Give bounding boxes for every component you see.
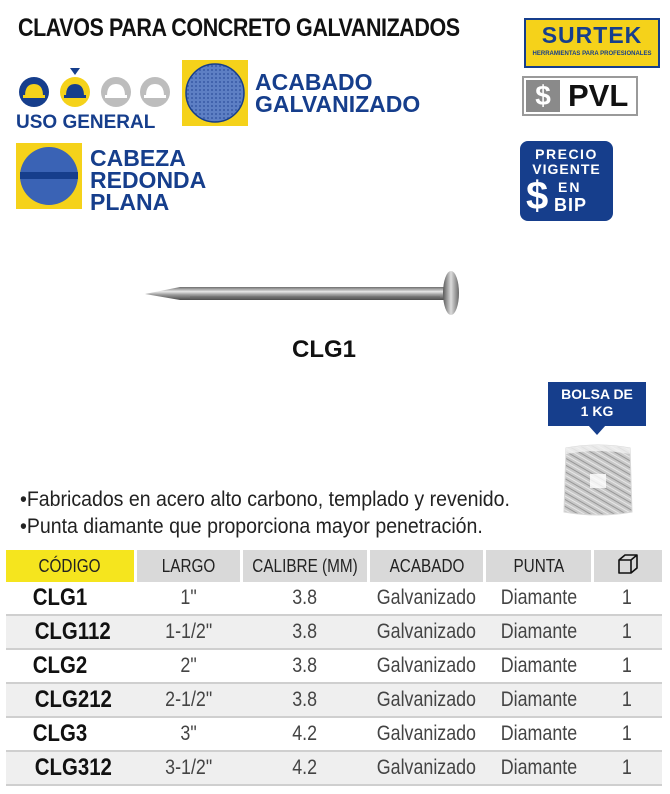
hard-hat-icon xyxy=(140,77,170,107)
cell-length: 2" xyxy=(135,649,241,683)
head-label-line1: CABEZA xyxy=(90,145,186,171)
cell-length: 1" xyxy=(135,582,241,615)
cell-gauge: 4.2 xyxy=(241,717,368,751)
package-badge-line2: 1 KG xyxy=(580,403,614,419)
bip-badge-line2: VIGENTE xyxy=(532,161,601,177)
cell-tip: Diamante xyxy=(485,582,592,615)
column-header-code: CÓDIGO xyxy=(6,550,135,582)
table-row xyxy=(6,582,662,615)
finish-label-line1: ACABADO xyxy=(255,69,373,95)
cell-package: 1 xyxy=(592,717,662,751)
round-flat-head-icon xyxy=(16,143,82,209)
product-code-caption: CLG1 xyxy=(292,336,357,363)
cell-finish: Galvanizado xyxy=(368,615,485,649)
bip-badge-bip: BIP xyxy=(554,195,588,215)
cell-length: 2-1/2" xyxy=(135,683,241,717)
cell-gauge: 3.8 xyxy=(241,582,368,615)
brand-tagline: HERRAMIENTAS PARA PROFESIONALES xyxy=(532,51,652,57)
cell-finish: Galvanizado xyxy=(368,683,485,717)
brand-logo xyxy=(524,18,660,68)
head-label xyxy=(90,147,206,213)
bip-dollar-icon: $ xyxy=(526,174,549,218)
column-header-length: LARGO xyxy=(135,550,241,582)
cell-gauge: 3.8 xyxy=(241,615,368,649)
cell-finish: Galvanizado xyxy=(368,751,485,785)
nail-bag-image xyxy=(560,440,636,520)
cell-code: CLG3 xyxy=(6,717,135,751)
cell-package: 1 xyxy=(592,582,662,615)
cell-code: CLG312 xyxy=(6,751,135,785)
cell-gauge: 3.8 xyxy=(241,649,368,683)
package-arrow-icon xyxy=(588,425,606,435)
usage-label: USO GENERAL xyxy=(16,112,156,133)
column-header-package xyxy=(592,550,662,582)
hard-hat-icon xyxy=(60,77,90,107)
table-row xyxy=(6,717,662,751)
feature-list xyxy=(20,486,510,540)
cell-code: CLG112 xyxy=(6,615,135,649)
table-row xyxy=(6,683,662,717)
cell-package: 1 xyxy=(592,649,662,683)
cell-package: 1 xyxy=(592,615,662,649)
price-badge xyxy=(522,76,638,116)
box-icon xyxy=(617,553,639,575)
cell-code: CLG1 xyxy=(6,582,135,615)
cell-code: CLG212 xyxy=(6,683,135,717)
cell-gauge: 4.2 xyxy=(241,751,368,785)
feature-item: •Fabricados en acero alto carbono, templado y revenido. xyxy=(20,488,510,511)
column-header-finish: ACABADO xyxy=(368,550,485,582)
head-label-line3: PLANA xyxy=(90,189,170,215)
package-badge xyxy=(548,382,646,426)
cell-length: 3" xyxy=(135,717,241,751)
feature-item: •Punta diamante que proporciona mayor penetración. xyxy=(20,515,483,538)
cell-tip: Diamante xyxy=(485,751,592,785)
dollar-icon: $ xyxy=(526,80,560,112)
selected-marker-icon xyxy=(70,68,80,75)
cell-finish: Galvanizado xyxy=(368,649,485,683)
usage-level-icons xyxy=(14,66,174,108)
finish-label-line2: GALVANIZADO xyxy=(255,91,421,117)
cell-finish: Galvanizado xyxy=(368,582,485,615)
table-row xyxy=(6,615,662,649)
cell-length: 1-1/2" xyxy=(135,615,241,649)
brand-name: SURTEK xyxy=(541,22,643,48)
cell-tip: Diamante xyxy=(485,649,592,683)
cell-package: 1 xyxy=(592,751,662,785)
cell-length: 3-1/2" xyxy=(135,751,241,785)
finish-label xyxy=(255,71,420,115)
table-row xyxy=(6,751,662,785)
bip-badge xyxy=(520,141,613,221)
cell-tip: Diamante xyxy=(485,717,592,751)
hard-hat-icon xyxy=(19,77,49,107)
package-badge-line1: BOLSA DE xyxy=(561,386,633,402)
cell-finish: Galvanizado xyxy=(368,717,485,751)
cell-gauge: 3.8 xyxy=(241,683,368,717)
cell-tip: Diamante xyxy=(485,683,592,717)
column-header-tip: PUNTA xyxy=(485,550,592,582)
galvanized-finish-icon xyxy=(182,60,248,126)
column-header-gauge: CALIBRE (MM) xyxy=(241,550,368,582)
price-badge-label: PVL xyxy=(568,78,629,113)
bip-badge-line1: PRECIO xyxy=(535,146,598,162)
hard-hat-icon xyxy=(101,77,131,107)
cell-code: CLG2 xyxy=(6,649,135,683)
page-title: CLAVOS PARA CONCRETO GALVANIZADOS xyxy=(18,14,460,42)
cell-package: 1 xyxy=(592,683,662,717)
head-label-line2: REDONDA xyxy=(90,167,207,193)
table-header-row xyxy=(6,550,662,582)
table-row xyxy=(6,649,662,683)
nail-image xyxy=(140,268,470,318)
bip-badge-en: EN xyxy=(558,179,582,195)
spec-table xyxy=(6,550,662,786)
cell-tip: Diamante xyxy=(485,615,592,649)
